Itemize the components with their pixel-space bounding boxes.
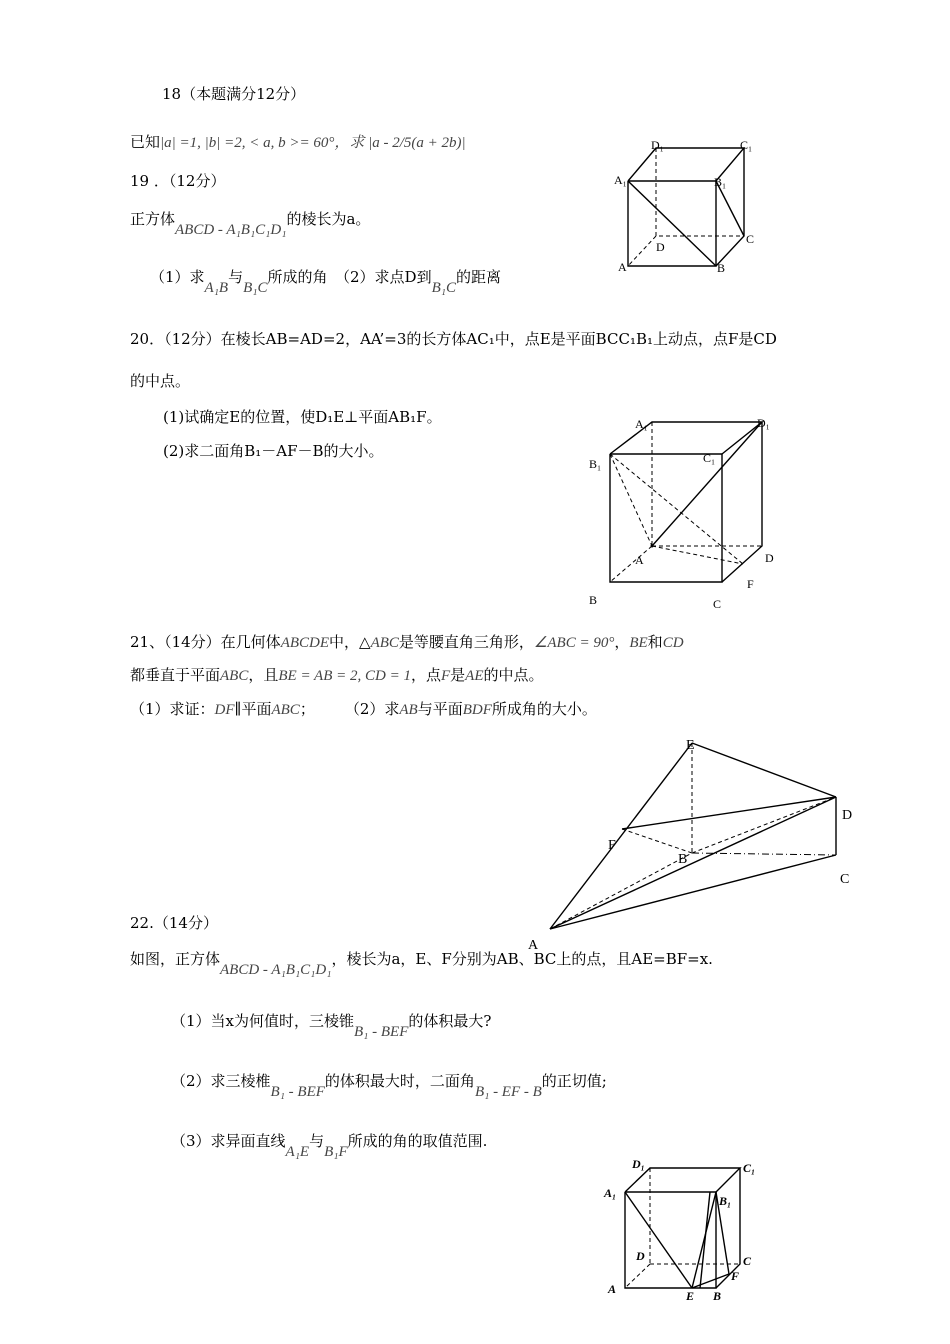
q19-line2-a: （1）求	[150, 268, 205, 286]
q19-line1-text-a: 正方体	[130, 210, 176, 228]
q21-l3-e: 所成角的大小。	[491, 700, 597, 718]
q19-label-c1: C₁	[740, 138, 753, 152]
q22-p2-c: 的正切值;	[541, 1072, 607, 1090]
q22-p2-b: 的体积最大时，二面角	[324, 1072, 475, 1090]
q22-l1-a: 如图，正方体	[130, 950, 221, 968]
q21-l1-d: ，	[614, 633, 630, 651]
q21-l1-a: 21、（14分）在几何体	[130, 633, 281, 651]
q19-cube-figure	[608, 138, 758, 278]
q19-label-b1: B₁	[714, 175, 727, 189]
q21-m-abcde: ABCDE	[280, 635, 330, 651]
q22-p3-b: 与	[309, 1132, 325, 1150]
q19-line2-d: 的距离	[455, 268, 501, 286]
q22-p3-math1: A₁E	[285, 1144, 310, 1160]
q19-label-b: B	[717, 261, 726, 275]
q22-label-d: D	[636, 1249, 645, 1263]
q20-line2: 的中点。	[130, 372, 191, 390]
q21-line3	[130, 698, 597, 719]
q22-p3-a: （3）求异面直线	[171, 1132, 286, 1150]
q21-l3-b: ∥平面	[234, 700, 272, 718]
q22-label-b1: B₁	[719, 1194, 732, 1208]
q19-label-a: A	[618, 260, 627, 274]
q21-m2-f: F	[440, 668, 451, 684]
q18-text	[130, 131, 466, 152]
q22-label-f: F	[731, 1269, 740, 1283]
q21-l1-e: 和	[647, 633, 663, 651]
q20-label-a: A	[635, 553, 644, 567]
q22-l1-b: ，棱长为a，E、F分别为AB、BC上的点，且AE=BF=x.	[331, 950, 713, 968]
q21-m2-ae: AE	[465, 668, 484, 684]
q21-l3-a: （1）求证：	[130, 700, 215, 718]
q22-label-c1: C₁	[743, 1161, 756, 1175]
q20-label-d1: D₁	[757, 416, 770, 430]
q22-label-d1: D₁	[632, 1157, 645, 1171]
q21-solid-figure	[520, 735, 860, 955]
q22-label-c: C	[743, 1254, 752, 1268]
q19-label-a1: A₁	[614, 173, 627, 187]
q22-cube-name: ABCD - A₁B₁C₁D₁	[220, 962, 332, 978]
q21-m3-abc: ABC	[271, 702, 300, 718]
q22-header: 22.（14分）	[130, 914, 218, 932]
q20-label-b: B	[589, 593, 598, 607]
q22-p2-math1: B₁ - BEF	[270, 1084, 325, 1100]
q21-m-angle: ∠ABC = 90°	[533, 635, 615, 651]
q19-header: 19 ．（12分）	[130, 172, 226, 190]
q21-label-c: C	[840, 872, 850, 887]
q19-math-a1b: A₁B	[204, 280, 229, 296]
q22-p1-b: 的体积最大?	[408, 1012, 492, 1030]
q21-l2-d: 是	[450, 666, 466, 684]
q22-part2	[171, 1070, 607, 1100]
q21-m-abc: ABC	[370, 635, 399, 651]
q21-l1-c: 是等腰直角三角形，	[398, 633, 534, 651]
q22-p2-a: （2）求三棱椎	[171, 1072, 271, 1090]
q19-line1-text-b: 的棱长为a。	[286, 210, 371, 228]
q21-l2-b: ，且	[248, 666, 279, 684]
q20-box-figure	[585, 410, 785, 615]
q21-label-b: B	[678, 852, 688, 867]
q21-l2-c: ，点	[410, 666, 441, 684]
q21-l3-c: ； （2）求	[299, 700, 400, 718]
q21-label-d: D	[842, 808, 853, 823]
q20-label-f: F	[747, 577, 754, 591]
q20-part1: (1)试确定E的位置，使D₁E⊥平面AB₁F。	[163, 408, 442, 426]
q19-math-b1c-2: B₁C	[431, 280, 456, 296]
q21-m-cd: CD	[662, 635, 684, 651]
q18-prefix: 已知	[130, 133, 161, 151]
q22-label-b: B	[713, 1289, 722, 1303]
q21-m3-bdf: BDF	[462, 702, 492, 718]
q22-p2-math2: B₁ - EF - B	[474, 1084, 542, 1100]
q19-math-b1c: B₁C	[243, 280, 268, 296]
q20-label-d: D	[765, 551, 774, 565]
q18-header: 18（本题满分12分）	[162, 85, 306, 103]
q22-label-a: A	[608, 1282, 617, 1296]
q19-label-c: C	[746, 232, 755, 246]
q21-l2-e: 的中点。	[483, 666, 544, 684]
q21-line2	[130, 664, 544, 685]
q21-m2-abc: ABC	[220, 668, 249, 684]
q21-m3-ab: AB	[399, 702, 418, 718]
q19-line2-c: 所成的角 （2）求点D到	[267, 268, 432, 286]
q22-part3	[171, 1130, 488, 1160]
q19-label-d1: D₁	[651, 138, 664, 152]
q18-formula: |a| =1, |b| =2, < a, b >= 60°，求 |a - 2/5(a + 2b)|	[160, 135, 466, 151]
q22-line1	[130, 948, 713, 978]
q22-label-e: E	[686, 1289, 695, 1303]
q19-label-d: D	[656, 240, 665, 254]
q21-m3-df: DF	[214, 702, 235, 718]
q20-part2: (2)求二面角B₁－AF－B的大小。	[163, 442, 384, 460]
q22-cube-figure	[600, 1150, 770, 1303]
q21-m-be: BE	[629, 635, 648, 651]
q20-label-c1: C₁	[703, 451, 716, 465]
q21-l1-b: 中，△	[329, 633, 371, 651]
q19-line2-b: 与	[228, 268, 244, 286]
q20-label-b1: B₁	[589, 457, 602, 471]
q21-m2-lengths: BE = AB = 2, CD = 1	[278, 668, 411, 684]
q21-label-e: E	[686, 738, 695, 753]
q21-line1	[130, 631, 684, 652]
q20-label-a1: A₁	[635, 417, 648, 431]
q22-p3-math2: B₁F	[324, 1144, 348, 1160]
q22-label-a1: A₁	[604, 1186, 617, 1200]
q20-line1: 20．（12分）在棱长AB=AD=2，AA’=3的长方体AC₁中，点E是平面BCC₁B₁上动点，点F是CD	[130, 330, 777, 348]
q22-p3-c: 所成的角的取值范围.	[347, 1132, 488, 1150]
q22-p1-a: （1）当x为何值时，三棱锥	[171, 1012, 355, 1030]
q19-cube-name: ABCD - A₁B₁C₁D₁	[175, 222, 287, 238]
q22-p1-math: B₁ - BEF	[354, 1024, 409, 1040]
q21-label-f: F	[608, 838, 616, 853]
q21-label-a: A	[528, 938, 539, 953]
q21-l2-a: 都垂直于平面	[130, 666, 221, 684]
q21-l3-d: 与平面	[417, 700, 463, 718]
q20-label-c: C	[713, 597, 722, 611]
q19-line2	[150, 266, 501, 296]
q19-line1	[130, 208, 371, 238]
q22-part1	[171, 1010, 492, 1040]
